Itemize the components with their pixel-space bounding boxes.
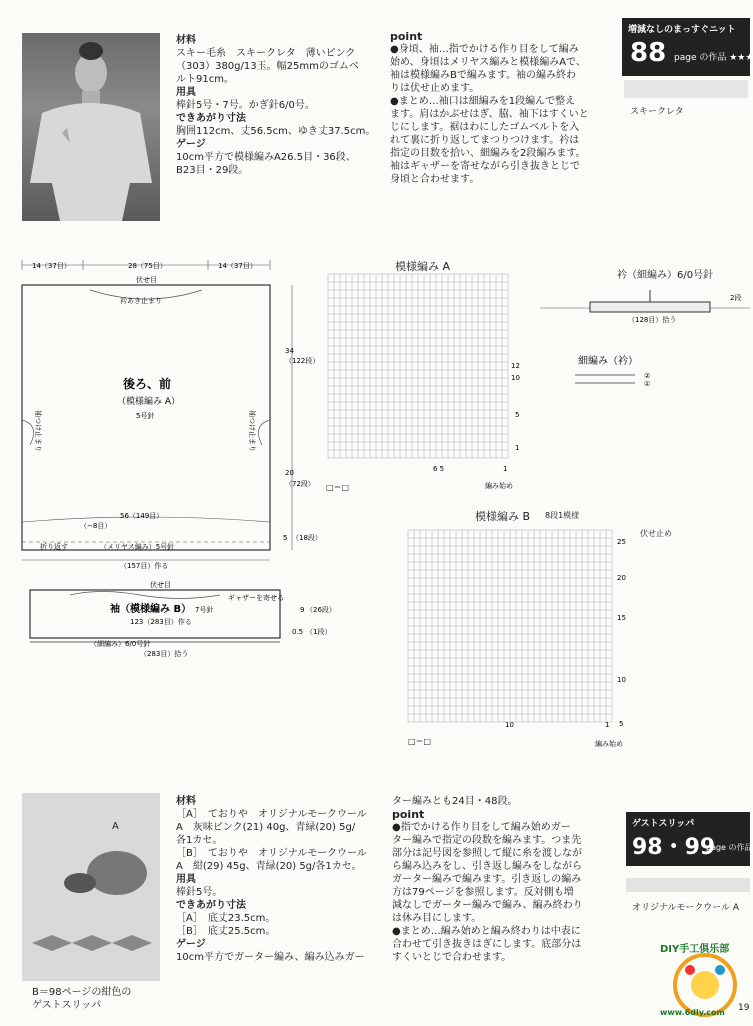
pattern-a-r12: 12 [511,362,520,370]
point-label: point [390,30,423,43]
slipper-badge-number: 98・99 [632,835,716,860]
size-text: 胸囲112cm、丈56.5cm、ゆき丈37.5cm。 [176,126,376,137]
logo-text: DIY手工俱乐部 [660,944,730,955]
pattern-b-r25: 25 [617,538,626,546]
pattern-b-grid [408,530,612,722]
pattern-a-n65: 6 5 [433,465,445,473]
badge-page: page の作品 ★★★ [674,53,753,63]
materials-text: スキー毛糸 スキークレタ 薄いピンク （303）380g/13玉。幅25mmのゴムベ ルト91cm。 [176,48,359,85]
sc-row2: ② [644,372,651,380]
sleeve-edge-rows: （1段） [306,628,332,636]
body-title: 後ろ、前 [123,377,172,391]
page-number: 19 [738,1003,750,1013]
body-cast-on: （157目）作る [120,562,169,570]
sweater-model-photo [22,33,160,221]
pattern-a-r10: 10 [511,374,520,382]
gauge-label: ゲージ [176,139,206,150]
slipper-materials-text: ［A］ ておりや オリジナルモークウール A 灰味ピンク(21) 40g、青緑(20) 5g/ 各1カセ。 ［B］ ておりや オリジナルモークウール A 紺(29) 45g、青緑(20) 5g/各1カセ。 [176,809,367,872]
pattern-b-c1: 1 [605,721,610,729]
slipper-gauge-cont: ター編みとも24目・48段。 [392,796,518,807]
slippers-icon [22,793,160,981]
sleeve-edge: 0.5 [292,628,304,636]
slipper-badge-subtitle: ゲストスリッパ [632,819,695,829]
collar-diagram [540,280,750,400]
badge-subtitle: 増減なしのまっすぐニット [628,25,736,35]
size-label: できあがり寸法 [176,113,246,124]
pattern-b-r5: 5 [619,720,624,728]
body-pattern: （模様編み A） [117,397,181,407]
sc-row1: ① [644,380,651,388]
tools-text: 棒針5号・7号。かぎ針6/0号。 [176,100,315,111]
height-top-rows: （122段） [285,357,320,365]
sleeve-title: 袖（模様編み B） [110,604,192,615]
slipper-point-text: ●指でかける作り目をして編み始めガー ター編みで指定の段数を編みます。つま先 部分は記号図を参照して縦に糸を渡しなが ら編み込みをし、引き返し編みをしながら ガーター編みで編みます。引き返しの編み 方は79ページを参照します。反対側も増 減なしでガーター編みで編み、編み終わり は休み目にします。 ●まとめ…編み始めと編み終わりは中表に 合わせて引き抜きはぎにします。底部分は すくいとじで合わせます。 [392,822,583,963]
pattern-a-chart [325,272,520,494]
sleeve-needle: 7号針 [195,606,214,614]
gauge-text: 10cm平方で模様編みA26.5目・36段、 B23目・29段。 [176,152,356,176]
width-left-dim: 14（37目） [32,262,71,270]
collar-title: 衿（細編み）6/0号針 [617,270,714,281]
pattern-b-r20: 20 [617,574,626,582]
slipper-size-text: ［A］ 底丈23.5cm。 ［B］ 底丈25.5cm。 [176,913,276,937]
site-logo [660,940,750,1020]
slipper-size-label: できあがり寸法 [176,900,246,911]
garment-schematic [0,250,336,660]
gather-note: ギャザーを寄せる [228,594,284,602]
pattern-a-grid [328,274,508,458]
slipper-gauge-text: 10cm平方でガーター編み、編み込みガー [176,952,365,963]
sc-title: 細編み（衿） [578,356,638,367]
pattern-b-chart [405,528,630,750]
height-bot-rows: （18段） [292,534,322,542]
slipper-tools-label: 用具 [176,874,196,885]
stockinette-label: （メリヤス編み）5号針 [100,543,175,551]
slipper-materials-label: 材料 [176,796,196,807]
pattern-b-r15: 15 [617,614,626,622]
height-mid: 20 [285,469,294,477]
pattern-b-start: 編み始め [595,740,623,748]
badge-number: 88 [630,38,667,68]
pattern-b-c10: 10 [505,721,514,729]
sleeve-pick-up: （283目）拾う [140,650,189,658]
width-56: 56（149目） [120,512,164,520]
slipper-yarn-swatch [626,878,750,892]
height-mid-rows: （72段） [285,480,315,488]
slipper-tools-text: 棒針5号。 [176,887,223,898]
pattern-b-legend: □＝□ [408,737,432,746]
body-needle: 5号針 [136,412,155,420]
fold-label: 折り返す [40,543,68,551]
pattern-b-subtitle: 8段1模様 [545,511,580,520]
pattern-b-title: 模様編み B [475,510,531,523]
materials-label: 材料 [176,35,196,46]
logo-url: www.6dly.com [660,1008,725,1017]
model-figure-icon [22,33,160,221]
pattern-a-start: 編み始め [485,482,513,490]
slippers-photo [22,793,160,981]
pattern-a-title: 模様編み A [395,260,451,273]
width-right-dim: 14（37目） [218,262,257,270]
yarn-swatch [624,80,748,98]
sleeve-sc: （細編み）6/0号針 [90,640,151,648]
point-text: ●身頃、袖…指でかける作り目をして編み 始め、身頃はメリヤス編みと模様編みAで、 袖は模様編みBで編みます。袖の編み終わ りは伏せ止めます。 ●まとめ…袖口は細編みを1段編んで整え ます。肩はかぶせはぎ、脇、袖下はすくいと じにします。裾はわにしたゴムベルトを入 れて裏に折り返してまつりつけます。衿は 指定の目数を拾い、細編みを2段編みます。 袖はギャザーを寄せながら引き抜きとじで 身頃と合わせます。 [390,44,589,185]
sleeve-height-rows: （26段） [306,606,336,614]
collar-pick-up: （128目）拾う [628,316,677,324]
decrease-8: （−8目） [80,522,112,530]
slipper-yarn-name: オリジナルモークウール A [632,903,740,913]
page-badge-98-99 [626,812,753,866]
width-mid-dim: 28（75目） [128,262,167,270]
collar-rows: 2段 [730,294,742,302]
sleeve-stop-left: 袖つけ止まり [34,410,42,452]
pattern-b-r10: 10 [617,676,626,684]
body-bind-off: 伏せ目 [136,276,157,284]
photo-label-a: A [112,821,119,832]
neck-mark: 衿あき止まり [120,297,162,305]
sleeve-bind-off: 伏せ目 [150,581,171,589]
sleeve-height: 9 [300,606,305,614]
sleeve-stop-right: 袖つけ止まり [248,410,256,452]
page-badge-88 [622,18,753,76]
pattern-a-r1: 1 [515,444,520,452]
slipper-gauge-label: ゲージ [176,939,206,950]
slipper-caption: B＝98ページの紺色の ゲストスリッパ [32,987,132,1011]
slipper-badge-page: page の作品 [706,843,753,852]
pattern-a-n1: 1 [503,465,508,473]
yarn-name: スキークレタ [630,107,684,117]
tools-label: 用具 [176,87,196,98]
height-bot: 5 [283,534,288,542]
sleeve-stitches: 123（283目）作る [130,618,192,626]
height-top: 34 [285,347,294,355]
pattern-b-bind-off: 伏せ止め [640,529,672,538]
pattern-a-r5: 5 [515,411,520,419]
slipper-point-label: point [392,808,425,821]
pattern-a-legend: □＝□ [326,483,350,492]
